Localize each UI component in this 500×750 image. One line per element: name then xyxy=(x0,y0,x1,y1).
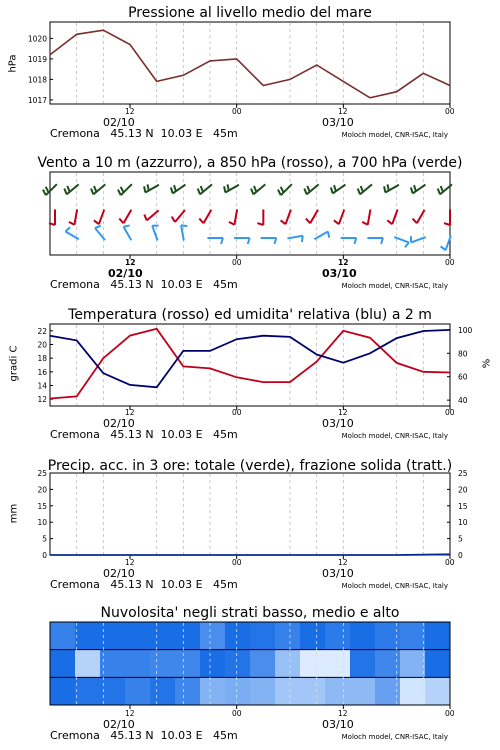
x-tick-label: 00 xyxy=(232,258,242,267)
cloud-cell xyxy=(75,677,101,705)
precip-y2-tick-label: 20 xyxy=(458,485,468,495)
pressure-y-tick-label: 1020 xyxy=(27,34,47,44)
wind-barb-flag xyxy=(171,187,173,193)
wind-barb-flag xyxy=(119,219,123,224)
precip-y2-tick-label: 10 xyxy=(458,518,468,528)
model-credit: Moloch model, CNR-ISAC, Italy xyxy=(341,733,448,741)
wind-barb-flag xyxy=(229,222,235,225)
x-tick-label: 12 xyxy=(125,709,135,718)
cloud-cell xyxy=(225,677,251,705)
wind-barb-flag xyxy=(413,219,417,224)
wind-barb-flag xyxy=(411,187,413,193)
model-credit: Moloch model, CNR-ISAC, Italy xyxy=(341,131,448,139)
cloud-cell xyxy=(250,622,276,650)
x-tick-label: 12 xyxy=(125,107,135,116)
wind-barb-flag xyxy=(405,242,409,247)
cloud-cell xyxy=(175,650,201,678)
cloud-cell xyxy=(125,622,151,650)
wind-barb-flag xyxy=(69,222,75,225)
wind-barb-flag xyxy=(304,189,306,195)
wind-barb-flag xyxy=(361,186,363,192)
cloud-cell xyxy=(300,650,326,678)
wind-barb-flag xyxy=(334,185,336,191)
precip-y2-tick-label: 15 xyxy=(458,501,468,511)
wind-barb-flag xyxy=(64,189,66,195)
pressure-ylabel: hPa xyxy=(7,54,19,73)
precip-y-tick-label: 15 xyxy=(37,501,47,511)
cloud-cell xyxy=(350,622,376,650)
wind-barb-flag xyxy=(65,227,70,231)
temperature-line xyxy=(50,329,450,399)
wind-barb-flag xyxy=(227,184,228,190)
date-label: 03/10 xyxy=(322,116,354,129)
wind-barb-flag xyxy=(302,236,303,242)
wind-barb-flag xyxy=(251,189,253,195)
cloud-cell xyxy=(400,650,426,678)
x-tick-label: 12 xyxy=(338,408,348,417)
x-tick-label: 12 xyxy=(338,709,348,718)
precip-y2-tick-label: 25 xyxy=(458,469,468,478)
location-label: Cremona 45.13 N 10.03 E 45m xyxy=(50,428,238,441)
wind-barb-flag xyxy=(144,215,146,221)
pressure-y-tick-label: 1017 xyxy=(27,95,47,105)
wind-barb xyxy=(287,236,302,239)
wind-barb-flag xyxy=(362,222,368,225)
temp-y-tick-label: 22 xyxy=(37,326,47,336)
wind-barb-flag xyxy=(387,220,392,224)
wind-barb-flag xyxy=(198,189,200,195)
wind-barb xyxy=(368,209,371,224)
wind-barb-flag xyxy=(224,186,225,192)
cloud-cell xyxy=(325,650,351,678)
date-label: 02/10 xyxy=(108,267,143,280)
precip-title: Precip. acc. in 3 ore: totale (verde), frazione solida (tratt.) xyxy=(47,458,453,474)
x-tick-label: 00 xyxy=(445,408,455,417)
cloud-cell xyxy=(275,650,301,678)
x-tick-label: 00 xyxy=(445,107,455,116)
x-tick-label: 00 xyxy=(232,709,242,718)
date-label: 02/10 xyxy=(103,567,135,580)
cloud-cell xyxy=(250,677,276,705)
x-tick-label: 12 xyxy=(125,258,136,267)
temp-y-tick-label: 14 xyxy=(37,381,47,391)
wind-barb xyxy=(124,227,132,241)
cloud-cell xyxy=(400,677,426,705)
wind-barb-flag xyxy=(254,186,256,192)
x-tick-label: 00 xyxy=(445,709,455,718)
wind-barb-flag xyxy=(91,189,93,195)
humidity-y-tick-label: 100 xyxy=(458,325,473,335)
location-label: Cremona 45.13 N 10.03 E 45m xyxy=(50,729,238,742)
cloud-cell xyxy=(175,622,201,650)
wind-barb-flag xyxy=(358,189,360,195)
pressure-y-tick-label: 1019 xyxy=(27,54,47,64)
cloud-cell xyxy=(50,622,76,650)
cloud-cell xyxy=(100,650,126,678)
temp-y-tick-label: 12 xyxy=(37,395,47,405)
humidity-ylabel: % xyxy=(481,358,493,369)
cloud-cell xyxy=(200,650,226,678)
humidity-y-tick-label: 60 xyxy=(458,372,468,382)
x-tick-label: 00 xyxy=(232,107,242,116)
wind-barb xyxy=(124,210,132,224)
wind-barb-flag xyxy=(387,184,388,190)
cloud-cell xyxy=(200,677,226,705)
wind-barb-flag xyxy=(181,225,187,226)
cloud-cell xyxy=(125,650,151,678)
wind-barb-flag xyxy=(94,186,96,192)
wind-frame xyxy=(50,172,450,255)
model-credit: Moloch model, CNR-ISAC, Italy xyxy=(341,582,448,590)
cloud-cell xyxy=(50,677,76,705)
cloud-cell xyxy=(325,677,351,705)
wind-barb-flag xyxy=(118,190,121,196)
cloud-cell xyxy=(425,650,451,678)
cloud-cell xyxy=(100,677,126,705)
wind-barb-flag xyxy=(46,187,49,193)
wind-barb-flag xyxy=(334,220,339,224)
temp-ylabel: gradi C xyxy=(8,345,20,382)
cloud-cell xyxy=(350,650,376,678)
cloud-cell xyxy=(50,650,76,678)
wind-barb-flag xyxy=(331,187,333,193)
x-tick-label: 12 xyxy=(125,558,135,567)
cloud-cell xyxy=(225,622,251,650)
temp-title: Temperatura (rosso) ed umidita' relativa (blu) a 2 m xyxy=(68,307,432,323)
temp-y-tick-label: 16 xyxy=(37,367,47,377)
date-label: 03/10 xyxy=(322,567,354,580)
date-label: 02/10 xyxy=(103,116,135,129)
x-tick-label: 12 xyxy=(338,107,348,116)
wind-barb-flag xyxy=(281,220,286,224)
cloud-cell xyxy=(275,622,301,650)
precip-line xyxy=(50,554,450,555)
wind-barb-flag xyxy=(147,184,148,190)
cloud-cell xyxy=(425,622,451,650)
cloud-cell xyxy=(250,650,276,678)
precip-y-tick-label: 25 xyxy=(37,469,47,478)
precip-y-tick-label: 10 xyxy=(37,518,47,528)
precip-frame xyxy=(50,473,450,555)
x-tick-label: 12 xyxy=(338,558,348,567)
date-label: 03/10 xyxy=(322,267,357,280)
humidity-line xyxy=(50,330,450,387)
wind-barb-flag xyxy=(384,186,385,192)
cloud-cell xyxy=(150,677,176,705)
date-label: 02/10 xyxy=(103,718,135,731)
wind-barb-flag xyxy=(124,225,130,226)
precip-y-tick-label: 5 xyxy=(42,534,47,544)
wind-barb-flag xyxy=(306,219,310,224)
precip-y2-tick-label: 5 xyxy=(458,534,463,544)
cloud-cell xyxy=(325,622,351,650)
cloud-cell xyxy=(425,677,451,705)
date-label: 02/10 xyxy=(103,417,135,430)
precip-ylabel: mm xyxy=(8,503,20,524)
cloud-cell xyxy=(175,677,201,705)
wind-barb-flag xyxy=(328,232,329,238)
wind-barb-flag xyxy=(201,186,203,192)
wind-barb-flag xyxy=(94,220,99,224)
wind-barb-flag xyxy=(67,186,69,192)
location-label: Cremona 45.13 N 10.03 E 45m xyxy=(50,278,238,291)
humidity-y-tick-label: 80 xyxy=(458,349,468,359)
x-tick-label: 00 xyxy=(445,558,455,567)
wind-barb-flag xyxy=(199,219,203,224)
temp-frame xyxy=(50,324,450,406)
precip-y2-tick-label: 0 xyxy=(458,551,463,560)
cloud-cell xyxy=(125,677,151,705)
pressure-y-tick-label: 1018 xyxy=(27,75,47,85)
wind-barb-flag xyxy=(95,226,101,228)
wind-barb-flag xyxy=(278,190,281,196)
x-tick-label: 12 xyxy=(338,258,349,267)
cloud-cell xyxy=(350,677,376,705)
wind-barb-flag xyxy=(441,186,443,192)
wind-barb-flag xyxy=(307,186,309,192)
x-tick-label: 00 xyxy=(232,408,242,417)
pressure-line xyxy=(50,30,450,98)
date-label: 03/10 xyxy=(322,718,354,731)
cloud-cell xyxy=(275,677,301,705)
wind-title: Vento a 10 m (azzurro), a 850 hPa (rosso), a 700 hPa (verde) xyxy=(37,155,463,171)
cloud-title: Nuvolosita' negli strati basso, medio e alto xyxy=(100,605,400,621)
precip-y-tick-label: 0 xyxy=(42,551,47,560)
model-credit: Moloch model, CNR-ISAC, Italy xyxy=(341,432,448,440)
cloud-cell xyxy=(150,650,176,678)
cloud-cell xyxy=(200,622,226,650)
precip-y-tick-label: 20 xyxy=(37,485,47,495)
wind-barb-flag xyxy=(172,217,175,222)
location-label: Cremona 45.13 N 10.03 E 45m xyxy=(50,578,238,591)
x-tick-label: 00 xyxy=(232,558,242,567)
wind-barb-flag xyxy=(414,185,416,191)
pressure-title: Pressione al livello medio del mare xyxy=(128,5,372,21)
cloud-cell xyxy=(400,622,426,650)
cloud-cell xyxy=(300,622,326,650)
cloud-cell xyxy=(100,622,126,650)
wind-barb-flag xyxy=(144,186,145,192)
wind-barb-flag xyxy=(43,190,46,196)
location-label: Cremona 45.13 N 10.03 E 45m xyxy=(50,127,238,140)
temp-y-tick-label: 20 xyxy=(37,340,47,350)
cloud-cell xyxy=(75,622,101,650)
x-tick-label: 00 xyxy=(445,258,455,267)
model-credit: Moloch model, CNR-ISAC, Italy xyxy=(341,282,448,290)
cloud-cell xyxy=(150,622,176,650)
cloud-cell xyxy=(75,650,101,678)
humidity-y-tick-label: 40 xyxy=(458,396,468,406)
wind-barb-flag xyxy=(121,187,124,193)
cloud-cell xyxy=(300,677,326,705)
cloud-cell xyxy=(225,650,251,678)
x-tick-label: 12 xyxy=(125,408,135,417)
wind-barb-flag xyxy=(281,187,284,193)
date-label: 03/10 xyxy=(322,417,354,430)
temp-y-tick-label: 18 xyxy=(37,354,47,364)
wind-barb-flag xyxy=(174,185,176,191)
wind-barb-flag xyxy=(441,246,446,250)
wind-barb-flag xyxy=(438,189,440,195)
